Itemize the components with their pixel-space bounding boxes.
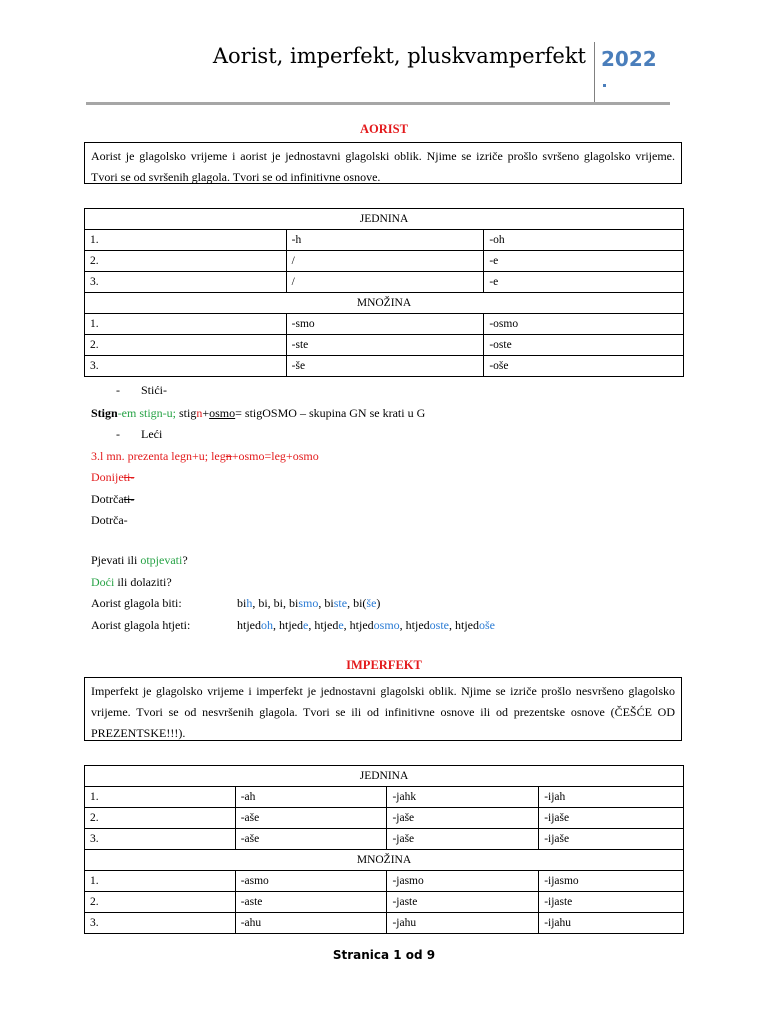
table-cell: -ijahu <box>539 913 684 934</box>
table-cell: / <box>286 251 484 272</box>
aorist-table <box>84 208 684 377</box>
note-text: , htjed <box>399 618 430 632</box>
table-header-plural: MNOŽINA <box>85 850 684 871</box>
note-text: -em stign-u; <box>117 406 177 420</box>
table-cell: 3. <box>85 272 287 293</box>
table-row <box>85 787 684 808</box>
table-cell: -oh <box>484 230 684 251</box>
note-text: ili dolaziti? <box>114 575 172 589</box>
table-cell: -h <box>286 230 484 251</box>
table-cell: -še <box>286 356 484 377</box>
table-row <box>85 913 684 934</box>
table-cell: 1. <box>85 871 236 892</box>
table-cell: 2. <box>85 892 236 913</box>
table-cell: -ste <box>286 335 484 356</box>
note-text: e <box>338 618 344 632</box>
table-cell: -asmo <box>235 871 387 892</box>
note-text: Stign <box>91 406 118 420</box>
note-text: , bi <box>318 596 334 610</box>
table-cell: -ah <box>235 787 387 808</box>
note-text: +osmo=leg+osmo <box>231 449 319 463</box>
table-row <box>85 808 684 829</box>
table-cell: 1. <box>85 787 236 808</box>
note-leci-explanation <box>91 449 319 463</box>
note-stici <box>116 383 167 397</box>
note-text: n <box>225 449 232 463</box>
note-text: ti- <box>123 492 135 506</box>
note-text: Stići- <box>141 383 167 397</box>
note-dotrcati <box>91 492 134 506</box>
biti-label: Aorist glagola biti: <box>91 596 182 610</box>
table-cell: -jaše <box>387 829 539 850</box>
htjeti-label: Aorist glagola htjeti: <box>91 618 191 632</box>
note-text: 3.l mn. prezenta legn+u; leg <box>91 449 226 463</box>
table-cell: -jaše <box>387 808 539 829</box>
table-cell: -ijah <box>539 787 684 808</box>
table-cell: 1. <box>85 314 287 335</box>
note-text: Leći <box>141 427 163 441</box>
note-text: Doći <box>91 575 115 589</box>
table-row <box>85 272 684 293</box>
table-row <box>85 871 684 892</box>
table-cell: -oše <box>484 356 684 377</box>
aorist-definition-box: Aorist je glagolsko vrijeme i aorist je jednostavni glagolski oblik. Njime se izriče prošlo svršeno glagolsko vrijeme. Tvori se od svršenih glagola. Tvori se od infinitivne osnove. <box>84 142 682 184</box>
table-row <box>85 356 684 377</box>
note-text: Pjevati ili <box>91 553 141 567</box>
note-text: e <box>303 618 309 632</box>
imperfekt-heading: IMPERFEKT <box>346 658 422 672</box>
note-text: osmo <box>373 618 400 632</box>
table-row <box>85 251 684 272</box>
bullet: - <box>116 383 120 397</box>
table-cell: / <box>286 272 484 293</box>
note-text: stig <box>176 406 197 420</box>
table-row <box>85 314 684 335</box>
note-text: oh <box>261 618 273 632</box>
table-cell: -osmo <box>484 314 684 335</box>
table-cell: 2. <box>85 251 287 272</box>
table-row <box>85 230 684 251</box>
table-cell: -ahu <box>235 913 387 934</box>
note-text: , bi, bi, bi <box>252 596 299 610</box>
note-dotrca: Dotrča- <box>91 513 128 527</box>
table-cell: -e <box>484 251 684 272</box>
header-year-dot <box>603 84 606 87</box>
table-cell: -ijasmo <box>539 871 684 892</box>
table-cell: -jahk <box>387 787 539 808</box>
note-text: Donije <box>91 470 124 484</box>
aorist-heading: AORIST <box>360 122 408 136</box>
table-cell: -aše <box>235 829 387 850</box>
note-leci <box>116 427 162 441</box>
note-donijeti <box>91 470 134 484</box>
table-cell: -ijaše <box>539 829 684 850</box>
note-text: , bi( <box>347 596 367 610</box>
note-text: + <box>202 406 210 420</box>
table-cell: -jasmo <box>387 871 539 892</box>
note-text: ti- <box>123 470 135 484</box>
note-stign <box>91 406 425 420</box>
header-rule <box>86 102 670 105</box>
table-cell: -smo <box>286 314 484 335</box>
table-cell: -jaste <box>387 892 539 913</box>
note-text: osmo <box>209 406 236 420</box>
note-text: smo <box>298 596 319 610</box>
table-header-singular: JEDNINA <box>85 766 684 787</box>
note-text: , htjed <box>273 618 303 632</box>
note-text: ? <box>182 553 188 567</box>
page-number: Stranica 1 od 9 <box>332 948 436 962</box>
header-divider <box>594 42 595 102</box>
note-text: , htjed <box>343 618 374 632</box>
table-cell: -jahu <box>387 913 539 934</box>
note-text: htjed <box>237 618 261 632</box>
note-text: h <box>246 596 253 610</box>
table-cell: 3. <box>85 913 236 934</box>
table-row <box>85 829 684 850</box>
table-cell: -oste <box>484 335 684 356</box>
table-cell: 3. <box>85 829 236 850</box>
note-text: , htjed <box>308 618 339 632</box>
note-doci <box>91 575 172 589</box>
imperfekt-definition-box: Imperfekt je glagolsko vrijeme i imperfekt je jednostavni glagolski oblik. Njime se izriče prošlo nesvršeno glagolsko vrijeme. Tvori se od nesvršenih glagola. Tvori se ili od infinitivne osnove ili od prezentske osnove (ČEŠĆE OD PREZENTSKE!!!). <box>84 677 682 741</box>
imperfekt-table <box>84 765 684 934</box>
note-text: bi <box>237 596 247 610</box>
table-cell: 2. <box>85 335 287 356</box>
note-text: še <box>366 596 377 610</box>
note-text: n <box>196 406 203 420</box>
table-cell: 2. <box>85 808 236 829</box>
table-header-plural: MNOŽINA <box>85 293 684 314</box>
htjeti-forms <box>237 618 495 632</box>
note-text: ) <box>376 596 381 610</box>
biti-forms <box>237 596 380 610</box>
table-cell: -ijaše <box>539 808 684 829</box>
header-year: 2022 <box>601 47 657 71</box>
table-cell: 3. <box>85 356 287 377</box>
note-text: Dotrča <box>91 492 124 506</box>
note-text: oste <box>429 618 450 632</box>
bullet: - <box>116 427 120 441</box>
table-row <box>85 892 684 913</box>
table-header-singular: JEDNINA <box>85 209 684 230</box>
note-text: , htjed <box>449 618 480 632</box>
note-text: otpjevati <box>140 553 183 567</box>
table-cell: -e <box>484 272 684 293</box>
note-text: = stigOSMO – skupina GN se krati u G <box>235 406 426 420</box>
table-cell: -ijaste <box>539 892 684 913</box>
note-pjevati <box>91 553 188 567</box>
note-text: oše <box>479 618 496 632</box>
table-cell: -aste <box>235 892 387 913</box>
note-text: ste <box>333 596 348 610</box>
table-row <box>85 335 684 356</box>
document-title: Aorist, imperfekt, pluskvamperfekt <box>212 44 586 68</box>
table-cell: -aše <box>235 808 387 829</box>
table-cell: 1. <box>85 230 287 251</box>
